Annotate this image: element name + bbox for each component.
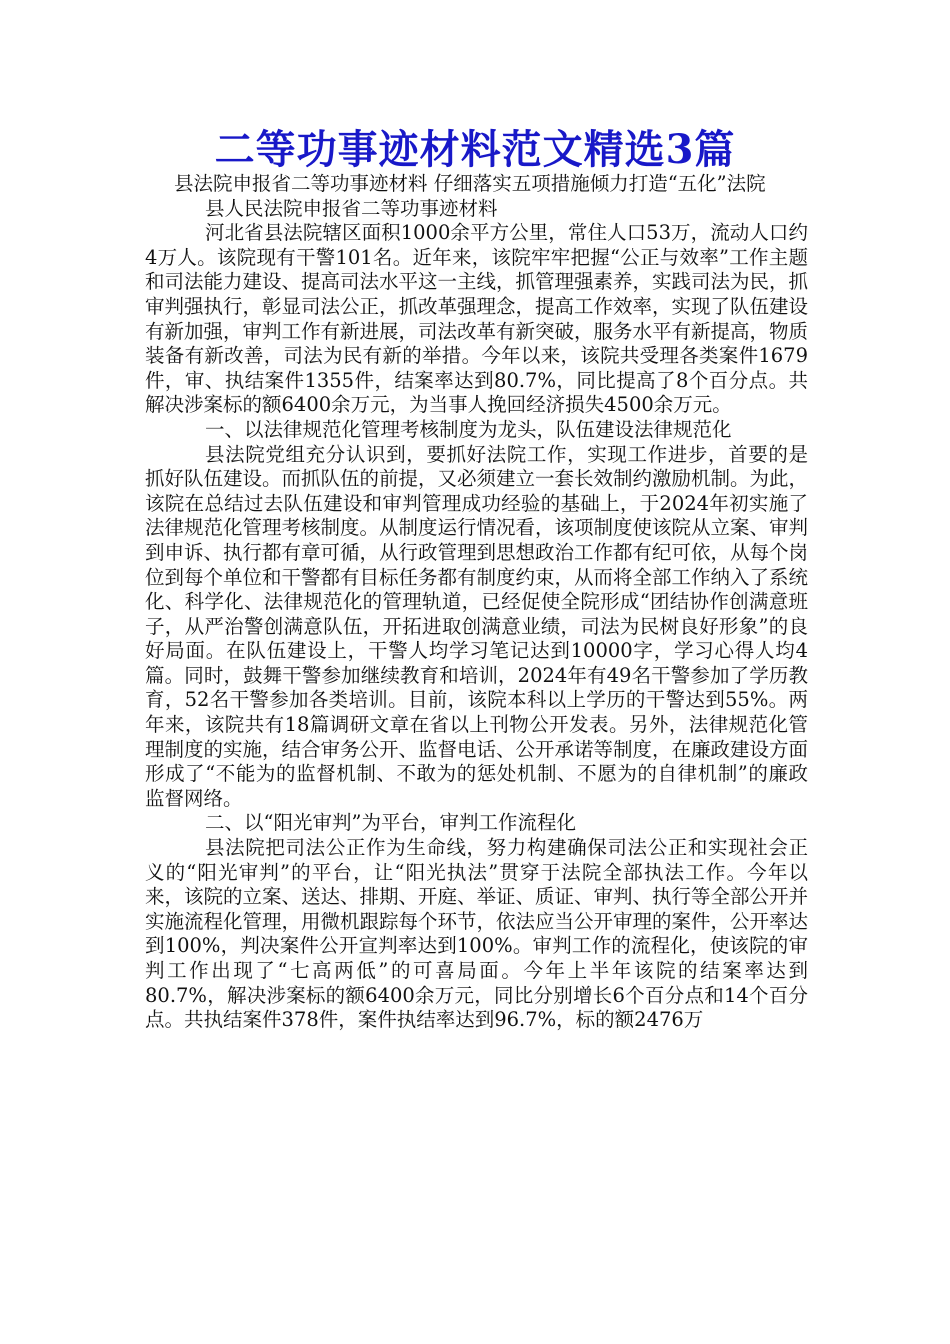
section-heading-2: 二、以“阳光审判”为平台，审判工作流程化 — [205, 811, 576, 835]
section-1-paragraph: 县法院党组充分认识到，要抓好法院工作，实现工作进步，首要的是抓好队伍建设。而抓队伍的前提，又必须建立一套长效制约激励机制。为此，该院在总结过去队伍建设和审判管理成功经验的基础上，于2024年初实施了法律规范化管理考核制度。从制度运行情况看，该项制度使该院从立案、审判到申诉、执行都有章可循，从行政管理到思想政治工作都有纪可依，从每个岗位到每个单位和干警都有目标任务都有制度约束，从而将全部工作纳入了系统化、科学化、法律规范化的管理轨道，已经促使全院形成“团结协作创满意班子，从严治警创满意队伍，开拓进取创满意业绩，司法为民树良好形象”的良好局面。在队伍建设上，干警人均学习笔记达到10000字，学习心得人均4篇。同时，鼓舞干警参加继续教育和培训，2024年有49名干警参加了学历教育，52名干警参加各类培训。目前，该院本科以上学历的干警达到55%。两年来，该院共有18篇调研文章在省以上刊物公开发表。另外，法律规范化管理制度的实施，结合审务公开、监督电话、公开承诺等制度，在廉政建设方面形成了“不能为的监督机制、不敢为的惩处机制、不愿为的自律机制”的廉政监督网络。 — [145, 442, 809, 810]
document-title: 二等功事迹材料范文精选3篇 — [214, 126, 736, 173]
document-body — [145, 172, 808, 1033]
section-2-paragraph: 县法院把司法公正作为生命线，努力构建确保司法公正和实现社会正义的“阳光审判”的平台，让“阳光执法”贯穿于法院全部执法工作。今年以来，该院的立案、送达、排期、开庭、举证、质证、审判、执行等全部公开并实施流程化管理，用微机跟踪每个环节，依法应当公开审理的案件，公开率达到100%，判决案件公开宣判率达到100%。审判工作的流程化，使该院的审判工作出现了“七高两低”的可喜局面。今年上半年该院的结案率达到80.7%，解决涉案标的额6400余万元，同比分别增长6个百分点和14个百分点。共执结案件378件，案件执结率达到96.7%，标的额2476万 — [145, 836, 809, 1032]
section-heading-1: 一、以法律规范化管理考核制度为龙头，队伍建设法律规范化 — [205, 417, 732, 441]
intro-paragraph: 河北省县法院辖区面积1000余平方公里，常住人口53万，流动人口约4万人。该院现有干警101名。近年来，该院牢牢把握“公正与效率”工作主题和司法能力建设、提高司法水平这一主线，抓管理强素养，实践司法为民，抓审判强执行，彰显司法公正，抓改革强理念，提高工作效率，实现了队伍建设有新加强，审判工作有新进展，司法改革有新突破，服务水平有新提高，物质装备有新改善，司法为民有新的举措。今年以来，该院共受理各类案件1679件，审、执结案件1355件，结案率达到80.7%，同比提高了8个百分点。共解决涉案标的额6400余万元，为当事人挽回经济损失4500余万元。 — [145, 221, 809, 417]
report-heading: 县人民法院申报省二等功事迹材料 — [205, 196, 498, 220]
subtitle-paragraph: 县法院申报省二等功事迹材料 仔细落实五项措施倾力打造“五化”法院 — [174, 172, 766, 195]
